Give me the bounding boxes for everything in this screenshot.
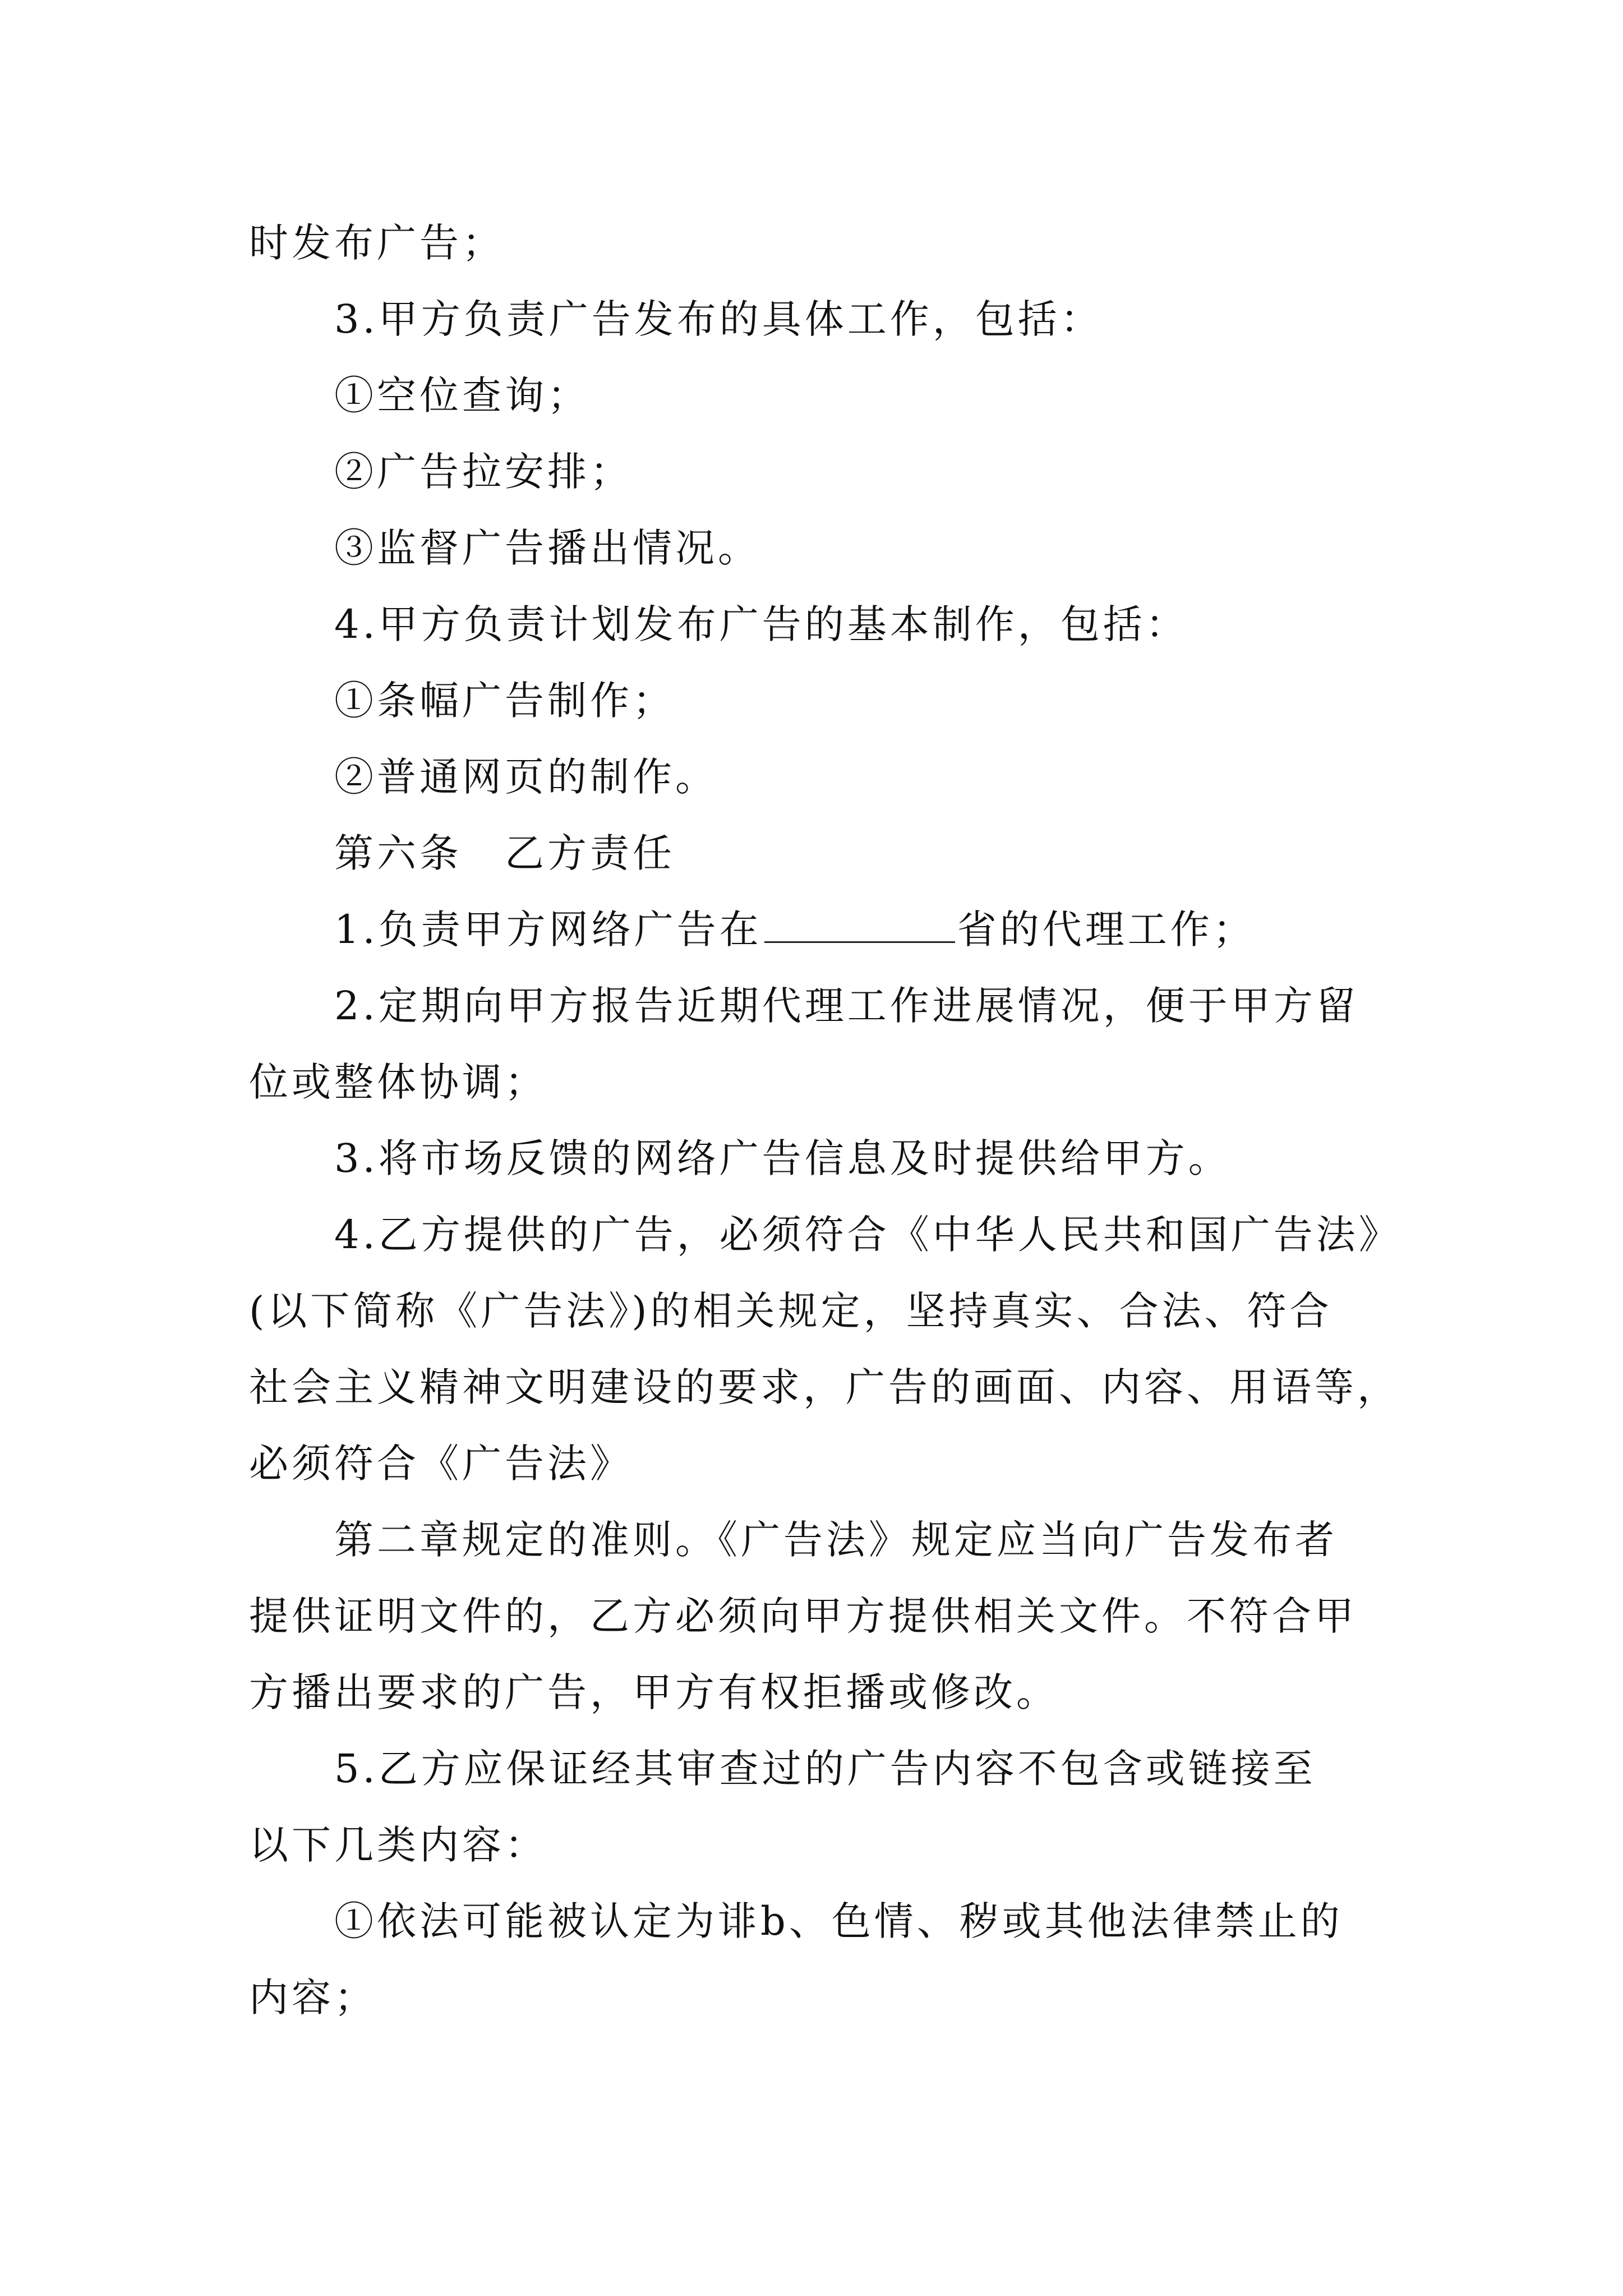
paragraph-line: 4.乙方提供的广告，必须符合《中华人民共和国广告法》 <box>334 1212 1401 1258</box>
fill-in-blank <box>764 896 955 943</box>
paragraph-line: 5.乙方应保证经其审查过的广告内容不包含或链接至 <box>334 1746 1316 1792</box>
paragraph-line: 2.定期向甲方报告近期代理工作进展情况，便于甲方留 <box>334 983 1359 1029</box>
paragraph-line: 时发布广告； <box>249 220 505 266</box>
document-body <box>249 205 1401 2036</box>
line-text-after-blank: 省的代理工作； <box>957 907 1256 953</box>
paragraph-line: 3.甲方负责广告发布的具体工作，包括： <box>334 296 1103 342</box>
paragraph-line: 必须符合《广告法》 <box>249 1441 633 1487</box>
paragraph-line: 4.甲方负责计划发布广告的基本制作，包括： <box>334 601 1188 647</box>
paragraph-line: 社会主义精神文明建设的要求，广告的画面、内容、用语等， <box>249 1364 1400 1410</box>
list-item: ①条幅广告制作； <box>334 678 675 724</box>
paragraph-line-with-blank <box>249 891 1382 968</box>
list-item: ②普通网页的制作。 <box>334 754 718 800</box>
paragraph-line: 第二章规定的准则。《广告法》规定应当向广告发布者 <box>334 1517 1338 1563</box>
paragraph-line: 内容； <box>249 1975 377 2021</box>
line-text-before-blank: 1.负责甲方网络广告在 <box>334 907 762 953</box>
list-item: ①空位查询； <box>334 372 590 418</box>
paragraph-line: 方播出要求的广告，甲方有权拒播或修改。 <box>249 1669 1059 1715</box>
article-heading: 第六条 乙方责任 <box>334 830 675 876</box>
paragraph-line: (以下简称《广告法》)的相关规定，坚持真实、合法、符合 <box>249 1288 1332 1334</box>
paragraph-line: 以下几类内容： <box>249 1822 547 1868</box>
list-item: ③监督广告播出情况。 <box>334 525 760 571</box>
list-item: ①依法可能被认定为诽b、色情、秽或其他法律禁止的 <box>334 1898 1343 1944</box>
paragraph-line: 3.将市场反馈的网络广告信息及时提供给甲方。 <box>334 1135 1231 1181</box>
paragraph-line: 提供证明文件的，乙方必须向甲方提供相关文件。不符合甲 <box>249 1593 1357 1639</box>
list-item: ②广告拉安排； <box>334 449 633 495</box>
paragraph-line: 位或整体协调； <box>249 1059 547 1105</box>
